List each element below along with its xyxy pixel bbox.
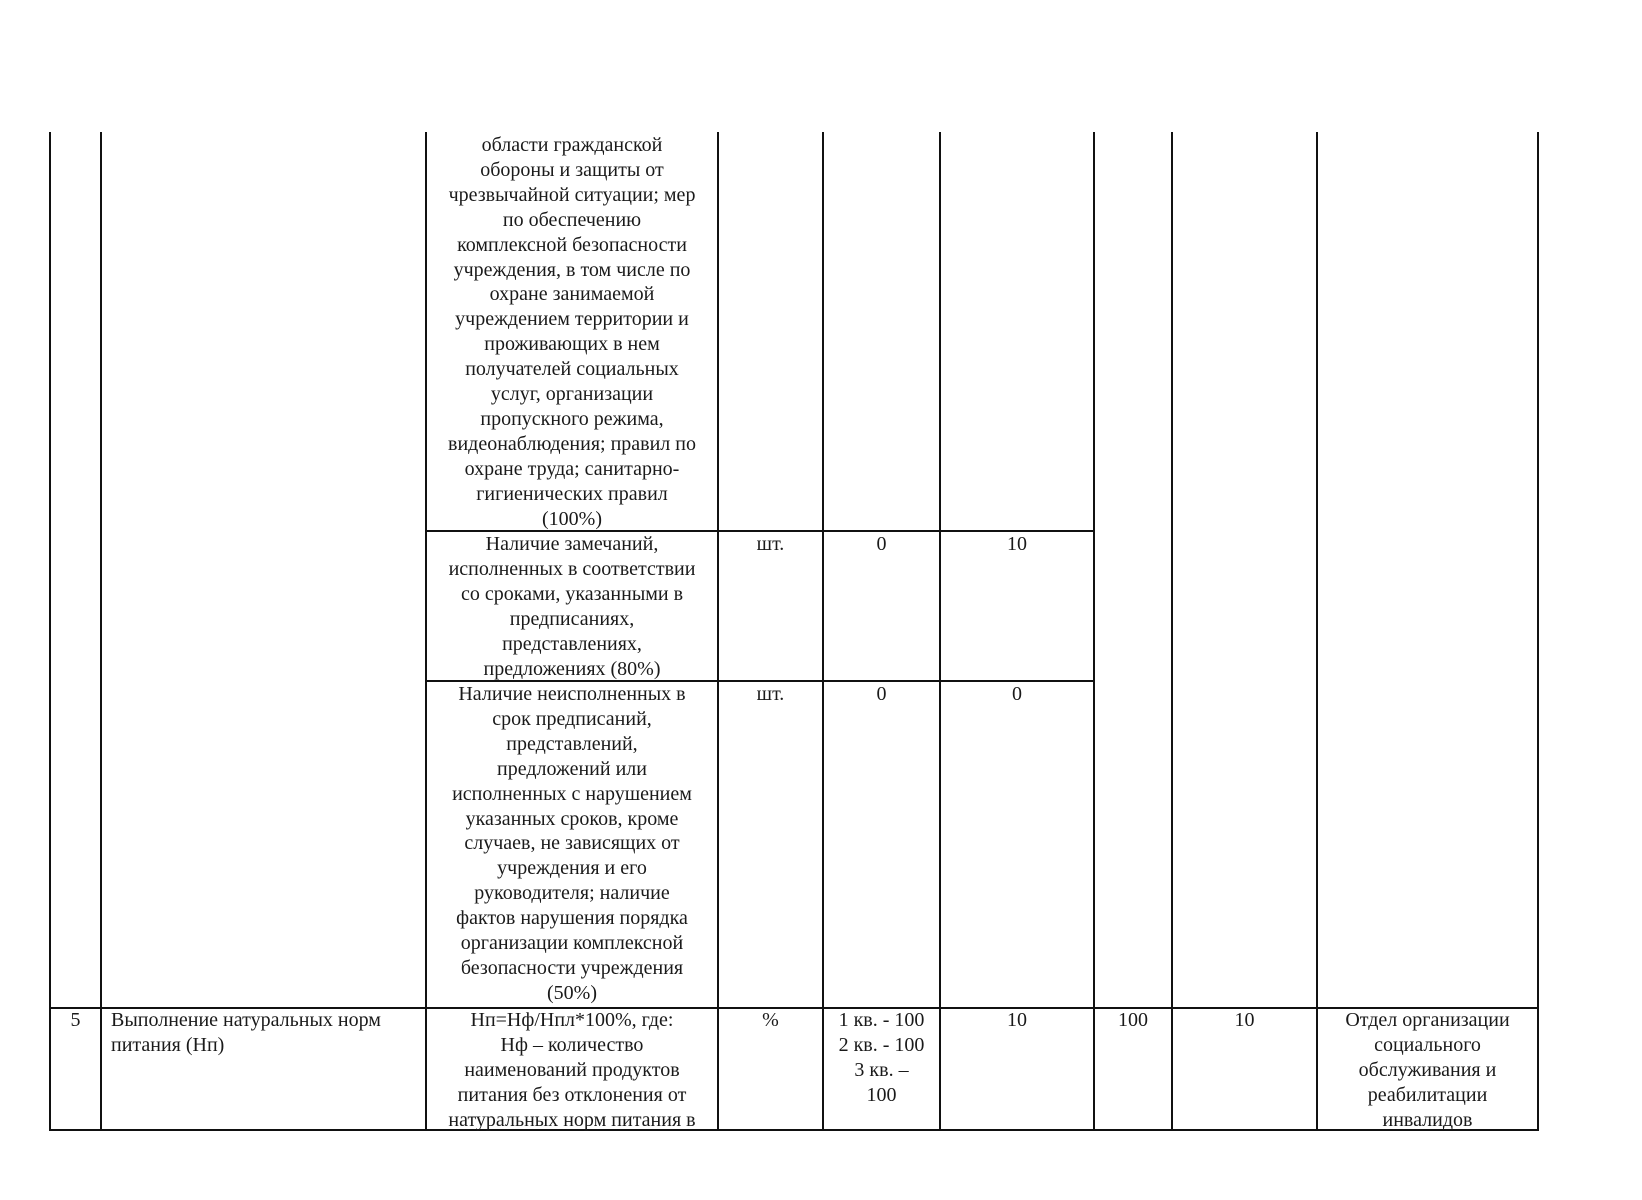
value-cell: 0 xyxy=(876,533,887,555)
column-divider-8 xyxy=(1316,132,1318,1131)
responsible-department: Отдел организации социального обслуживания и реабилитации инвалидов xyxy=(1345,1009,1510,1131)
column-divider-7 xyxy=(1171,132,1173,1131)
formula-cell: Нп=Нф/Нпл*100%, где: Нф – количество наименований продуктов питания без отклонения от натуральных норм питания в xyxy=(448,1009,696,1131)
points-cell: 10 xyxy=(1007,533,1027,555)
column-divider-6 xyxy=(1093,132,1095,1131)
column-divider-4 xyxy=(822,132,824,1131)
table-border-right xyxy=(1537,132,1539,1131)
indicator-text: Наличие замечаний, исполненных в соответствии со сроками, указанными в предписаниях, представлениях, предложениях (80%) xyxy=(448,533,696,680)
column-divider-3 xyxy=(717,132,719,1131)
points-cell: 10 xyxy=(1007,1009,1027,1031)
row-number: 5 xyxy=(70,1009,81,1031)
column-divider-5 xyxy=(939,132,941,1131)
unit-cell: % xyxy=(762,1009,779,1031)
max-percent-cell: 100 xyxy=(1118,1009,1148,1031)
indicator-name: Выполнение натуральных норм питания (Нп) xyxy=(111,1009,381,1056)
points-cell: 0 xyxy=(1012,683,1022,705)
column-divider-1 xyxy=(100,132,102,1131)
table-border-bottom xyxy=(49,1129,1539,1131)
unit-cell: шт. xyxy=(756,533,785,555)
weight-cell: 10 xyxy=(1234,1009,1255,1031)
value-cell: 1 кв. - 100 2 кв. - 100 3 кв. – 100 xyxy=(838,1009,925,1106)
value-cell: 0 xyxy=(876,683,887,705)
indicator-text: Наличие неисполненных в срок предписаний, представлений, предложений или исполненных с нарушением указанных сроков, кроме случаев, не зависящих от учреждения и его руководителя; наличие фактов нарушения порядка организации комплексной безопасности учреждения (50%) xyxy=(452,683,692,1004)
unit-cell: шт. xyxy=(756,683,785,705)
indicator-text-continued: области гражданской обороны и защиты от чрезвычайной ситуации; мер по обеспечению комплексной безопасности учреждения, в том числе по охране занимаемой учреждением территории и проживающих в нем получателей социальных услуг, организации пропускного режима, видеонаблюдения; правил по охране труда; санитарно- гигиенических правил (100%) xyxy=(448,134,696,530)
table-border-left xyxy=(49,132,51,1131)
